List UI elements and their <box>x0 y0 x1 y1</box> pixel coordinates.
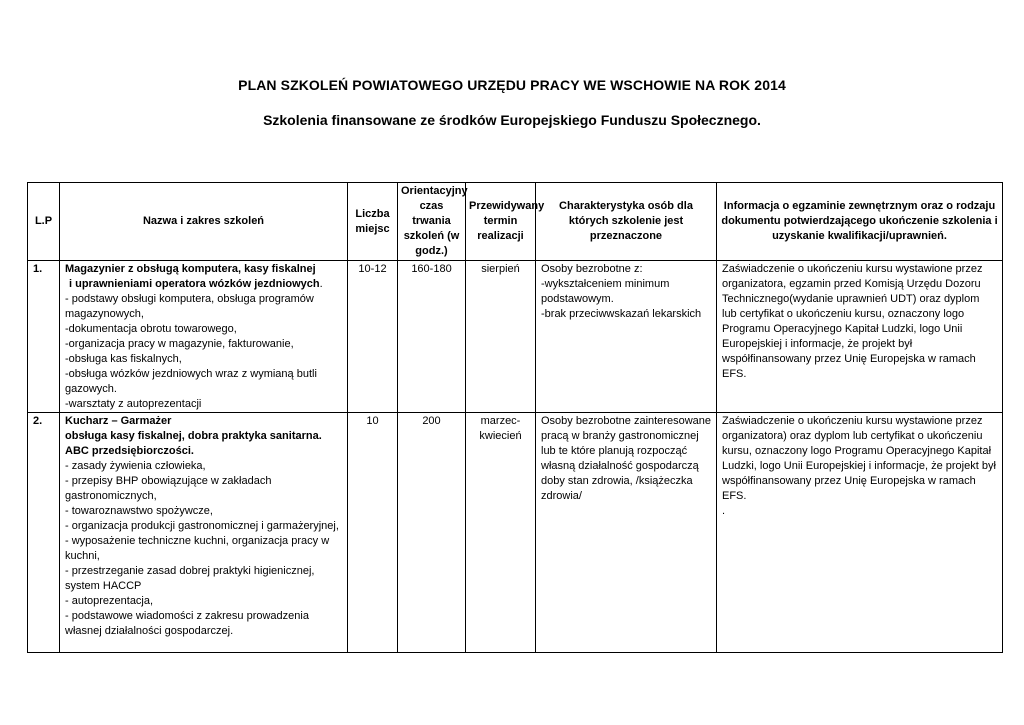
row-number: 1. <box>28 261 60 413</box>
list-item: - podstawy obsługi komputera, obsługa programów magazynowych, <box>65 293 314 320</box>
table-row <box>28 261 1003 413</box>
header-name: Nazwa i zakres szkoleń <box>60 183 348 261</box>
list-item: -obsługa wózków jezdniowych wraz z wymianą butli gazowych. <box>65 368 317 395</box>
list-item: -obsługa kas fiskalnych, <box>65 353 182 365</box>
people-line: doby stan zdrowia, /książeczka zdrowia/ <box>541 475 693 502</box>
people-cell <box>536 413 717 653</box>
people-line: Osoby bezrobotne z: <box>541 263 643 275</box>
seats-cell: 10-12 <box>348 261 398 413</box>
header-lp: L.P <box>28 183 60 261</box>
course-title: Magazynier z obsługą komputera, kasy fiskalnej <box>65 263 316 275</box>
list-item: - organizacja produkcji gastronomicznej i garmażeryjnej, <box>65 520 339 532</box>
page-title: PLAN SZKOLEŃ POWIATOWEGO URZĘDU PRACY WE WSCHOWIE NA ROK 2014 <box>238 77 786 93</box>
people-line: Osoby bezrobotne zainteresowane pracą w branży gastronomicznej lub te które planują rozpocząć własną działalność gospodarczą <box>541 415 711 472</box>
people-line: -wykształceniem minimum podstawowym. <box>541 278 670 305</box>
list-item: -organizacja pracy w magazynie, fakturowanie, <box>65 338 294 350</box>
term-cell: sierpień <box>466 261 536 413</box>
header-people: Charakterystyka osób dla których szkolenie jest przeznaczone <box>536 183 717 261</box>
list-item: - przestrzeganie zasad dobrej praktyki higienicznej, system HACCP <box>65 565 315 592</box>
exam-cell <box>717 413 1003 653</box>
header-exam: Informacja o egzaminie zewnętrznym oraz o rodzaju dokumentu potwierdzającego ukończenie szkolenia i uzyskanie kwalifikacji/uprawnień. <box>717 183 1003 261</box>
header-term: Przewidywany termin realizacji <box>466 183 536 261</box>
list-item: -warsztaty z autoprezentacji <box>65 398 202 410</box>
list-item: - towaroznawstwo spożywcze, <box>65 505 213 517</box>
page-subtitle: Szkolenia finansowane ze środków Europejskiego Funduszu Społecznego. <box>263 112 761 128</box>
table-header-row <box>28 183 1003 261</box>
term-cell: marzec-kwiecień <box>466 413 536 653</box>
people-cell <box>536 261 717 413</box>
header-hours: Orientacyjny czas trwania szkoleń (w godz.) <box>398 183 466 261</box>
course-title: Kucharz – Garmażer <box>65 415 172 427</box>
course-subtitle-dot: . <box>319 278 323 290</box>
course-subtitle: i uprawnieniami operatora wózków jezdniowych <box>69 278 320 290</box>
hours-cell: 160-180 <box>398 261 466 413</box>
list-item: - zasady żywienia człowieka, <box>65 460 206 472</box>
exam-text: Zaświadczenie o ukończeniu kursu wystawione przez organizatora) oraz dyplom lub certyfikat o ukończeniu kursu, oznaczony logo Programu Operacyjnego Kapitał Ludzki, logo Unii Europejskiej i informacje, że projekt był współfinansowany przez Unię Europejska w ramach EFS. <box>722 415 996 502</box>
list-item: - przepisy BHP obowiązujące w zakładach gastronomicznych, <box>65 475 272 502</box>
course-subtitle: obsługa kasy fiskalnej, dobra praktyka sanitarna. ABC przedsiębiorczości. <box>65 430 322 457</box>
exam-cell: Zaświadczenie o ukończeniu kursu wystawione przez organizatora, egzamin przed Komisją Urzędu Dozoru Technicznego(wydanie uprawnień UDT) oraz dyplom lub certyfikat o ukończeniu kursu, oznaczony logo Programu Operacyjnego Kapitał Ludzki, logo Unii Europejskiej i informacje, że projekt był współfinansowany przez Unię Europejska w ramach EFS. <box>717 261 1003 413</box>
course-name-cell <box>60 413 348 653</box>
course-name-cell <box>60 261 348 413</box>
list-item: -dokumentacja obrotu towarowego, <box>65 323 237 335</box>
list-item: - autoprezentacja, <box>65 595 154 607</box>
hours-cell: 200 <box>398 413 466 653</box>
seats-cell: 10 <box>348 413 398 653</box>
training-plan-table <box>27 182 1003 653</box>
header-seats: Liczba miejsc <box>348 183 398 261</box>
exam-extra: . <box>722 505 726 517</box>
row-number: 2. <box>28 413 60 653</box>
people-line: -brak przeciwwskazań lekarskich <box>541 308 702 320</box>
list-item: - wyposażenie techniczne kuchni, organizacja pracy w kuchni, <box>65 535 330 562</box>
list-item: - podstawowe wiadomości z zakresu prowadzenia własnej działalności gospodarczej. <box>65 610 309 637</box>
table-row <box>28 413 1003 653</box>
